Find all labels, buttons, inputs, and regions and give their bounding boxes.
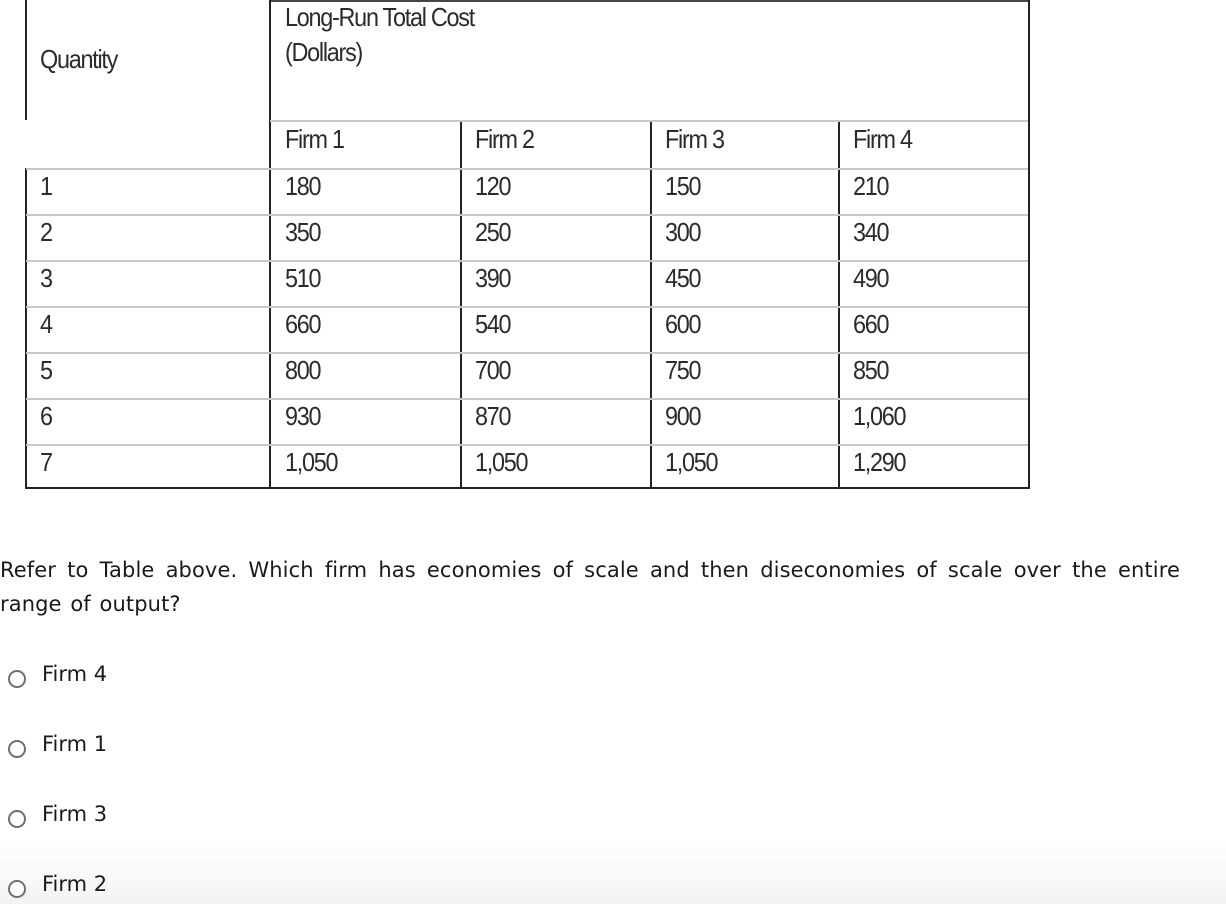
firm-4-cell: 850	[853, 355, 889, 385]
table-rule-header	[270, 120, 1028, 122]
firm-1-cell: 350	[285, 217, 321, 247]
firm-3-cell: 750	[665, 355, 701, 385]
firm-2-cell: 120	[475, 171, 511, 201]
firm-2-cell: 700	[475, 355, 511, 385]
radio-button-icon[interactable]	[8, 880, 26, 898]
cost-header-line2: (Dollars)	[285, 37, 363, 67]
firm-4-cell: 490	[853, 263, 889, 293]
firm-3-cell: 900	[665, 401, 701, 431]
firm-1-cell: 800	[285, 355, 321, 385]
option-label[interactable]: Firm 2	[42, 872, 108, 896]
table-rule	[26, 352, 1028, 354]
option-label[interactable]: Firm 4	[42, 662, 108, 686]
firm-3-cell: 150	[665, 171, 701, 201]
firm-2-cell: 870	[475, 401, 511, 431]
firm-2-cell: 1,050	[475, 447, 528, 477]
option-firm-1[interactable]	[8, 730, 107, 758]
table-rule	[26, 398, 1028, 400]
firm-3-cell: 1,050	[665, 447, 718, 477]
table-border-left-upper	[25, 0, 27, 120]
table-rule	[26, 214, 1028, 216]
option-firm-4[interactable]	[8, 660, 107, 688]
quantity-cell: 1	[40, 171, 52, 201]
quantity-cell: 7	[40, 447, 52, 477]
option-firm-2[interactable]	[8, 870, 107, 898]
firm-4-cell: 660	[853, 309, 889, 339]
firm-1-cell: 1,050	[285, 447, 338, 477]
quantity-cell: 3	[40, 263, 52, 293]
table-rule	[26, 168, 1028, 170]
table-border-left-lower	[25, 168, 27, 489]
firm-2-cell: 540	[475, 309, 511, 339]
table-border-right	[1028, 0, 1030, 489]
question-text: Refer to Table above. Which firm has economies of scale and then diseconomies of scale over the entire range of output?	[0, 558, 1180, 616]
radio-button-icon[interactable]	[8, 740, 26, 758]
quantity-header: Quantity	[40, 44, 118, 74]
quantity-cell: 6	[40, 401, 52, 431]
firm-3-cell: 600	[665, 309, 701, 339]
firm-1-cell: 180	[285, 171, 321, 201]
cost-header-line1: Long-Run Total Cost	[285, 2, 474, 32]
firm-2-header: Firm 2	[475, 124, 534, 154]
table-divider-firm1-firm2	[460, 120, 462, 489]
firm-4-cell: 1,060	[853, 401, 906, 431]
table-rule	[26, 444, 1028, 446]
firm-1-header: Firm 1	[285, 124, 344, 154]
firm-2-cell: 250	[475, 217, 511, 247]
firm-4-cell: 340	[853, 217, 889, 247]
firm-1-cell: 660	[285, 309, 321, 339]
option-label[interactable]: Firm 3	[42, 802, 108, 826]
firm-3-cell: 450	[665, 263, 701, 293]
radio-button-icon[interactable]	[8, 810, 26, 828]
table-rule	[26, 260, 1028, 262]
quantity-cell: 5	[40, 355, 52, 385]
table-divider-firm3-firm4	[838, 120, 840, 489]
option-firm-3[interactable]	[8, 800, 107, 828]
firm-4-header: Firm 4	[853, 124, 912, 154]
firm-4-cell: 210	[853, 171, 889, 201]
option-label[interactable]: Firm 1	[42, 732, 108, 756]
firm-3-cell: 300	[665, 217, 701, 247]
firm-3-header: Firm 3	[665, 124, 724, 154]
table-border-bottom	[26, 487, 1030, 489]
table-divider-quantity	[269, 0, 271, 489]
firm-1-cell: 510	[285, 263, 321, 293]
table-rule	[26, 306, 1028, 308]
quantity-cell: 4	[40, 309, 52, 339]
firm-4-cell: 1,290	[853, 447, 906, 477]
radio-button-icon[interactable]	[8, 670, 26, 688]
firm-1-cell: 930	[285, 401, 321, 431]
quantity-cell: 2	[40, 217, 52, 247]
table-divider-firm2-firm3	[650, 120, 652, 489]
firm-2-cell: 390	[475, 263, 511, 293]
